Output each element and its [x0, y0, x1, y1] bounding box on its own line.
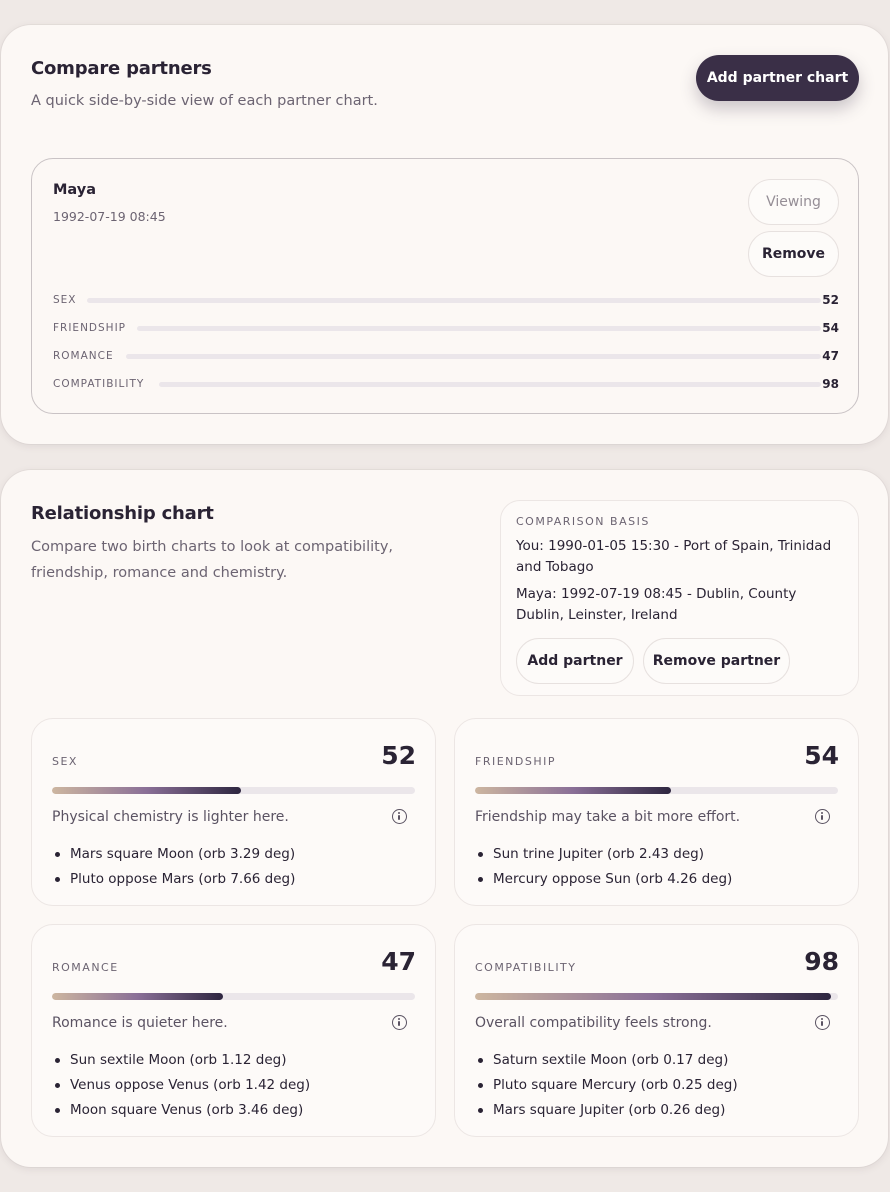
aspect-item: Sun trine Jupiter (orb 2.43 deg) [475, 842, 732, 867]
metric-label: ROMANCE [53, 350, 114, 362]
metric-label: COMPATIBILITY [53, 378, 145, 390]
aspect-item: Mars square Moon (orb 3.29 deg) [52, 842, 295, 867]
score-bar-fill [475, 787, 671, 794]
remove-partner-button[interactable]: Remove partner [643, 638, 790, 684]
add-partner-button[interactable]: Add partner [516, 638, 634, 684]
aspect-item: Saturn sextile Moon (orb 0.17 deg) [475, 1048, 738, 1073]
metric-label: FRIENDSHIP [53, 322, 126, 334]
partner-name: Maya [53, 182, 97, 198]
metric-value: 98 [822, 377, 839, 391]
score-card-friendship [454, 718, 859, 906]
partner-card [31, 158, 859, 414]
basis-heading: COMPARISON BASIS [516, 515, 650, 528]
score-bar-fill [475, 993, 831, 1000]
compare-title: Compare partners [31, 58, 212, 79]
aspect-item: Pluto oppose Mars (orb 7.66 deg) [52, 867, 295, 892]
score-label: FRIENDSHIP [475, 755, 556, 768]
relationship-chart-card [1, 470, 888, 1167]
compare-partners-card [1, 25, 888, 444]
metric-row-romance [53, 348, 839, 364]
remove-button[interactable]: Remove [748, 231, 839, 277]
metric-track [87, 298, 821, 303]
score-bar [52, 993, 415, 1000]
score-label: SEX [52, 755, 78, 768]
score-bar [52, 787, 415, 794]
aspect-item: Mercury oppose Sun (orb 4.26 deg) [475, 867, 732, 892]
info-icon[interactable] [815, 1015, 830, 1030]
basis-you: You: 1990-01-05 15:30 - Port of Spain, Trinidad and Tobago [516, 538, 832, 575]
metric-track [159, 382, 821, 387]
metric-row-friendship [53, 320, 839, 336]
basis-partner: Maya: 1992-07-19 08:45 - Dublin, County Dublin, Leinster, Ireland [516, 586, 797, 623]
score-value: 98 [804, 947, 839, 976]
aspect-item: Sun sextile Moon (orb 1.12 deg) [52, 1048, 310, 1073]
info-icon[interactable] [815, 809, 830, 824]
partner-date: 1992-07-19 08:45 [53, 209, 166, 224]
metric-row-sex [53, 292, 839, 308]
aspect-list [52, 1048, 310, 1123]
score-bar [475, 787, 838, 794]
metric-track [137, 326, 821, 331]
metric-track [126, 354, 821, 359]
metric-label: SEX [53, 294, 77, 306]
score-description: Physical chemistry is lighter here. [52, 809, 289, 825]
score-value: 47 [381, 947, 416, 976]
score-description: Romance is quieter here. [52, 1015, 228, 1031]
score-bar [475, 993, 838, 1000]
aspect-item: Mars square Jupiter (orb 0.26 deg) [475, 1098, 738, 1123]
relationship-subtitle: Compare two birth charts to look at compatibility, friendship, romance and chemistry. [31, 539, 394, 581]
add-partner-chart-button[interactable]: Add partner chart [696, 55, 859, 101]
metric-value: 54 [822, 321, 839, 335]
metric-value: 47 [822, 349, 839, 363]
score-label: COMPATIBILITY [475, 961, 577, 974]
aspect-item: Moon square Venus (orb 3.46 deg) [52, 1098, 310, 1123]
info-icon[interactable] [392, 809, 407, 824]
metric-row-compatibility [53, 376, 839, 392]
aspect-item: Pluto square Mercury (orb 0.25 deg) [475, 1073, 738, 1098]
score-description: Friendship may take a bit more effort. [475, 809, 741, 825]
score-card-sex [31, 718, 436, 906]
aspect-list [475, 1048, 738, 1123]
score-description: Overall compatibility feels strong. [475, 1015, 712, 1031]
viewing-button[interactable]: Viewing [748, 179, 839, 225]
score-label: ROMANCE [52, 961, 119, 974]
metric-value: 52 [822, 293, 839, 307]
score-value: 52 [381, 741, 416, 770]
score-value: 54 [804, 741, 839, 770]
score-card-compatibility [454, 924, 859, 1137]
aspect-list [52, 842, 295, 892]
comparison-basis-panel [500, 500, 859, 696]
score-bar-fill [52, 787, 241, 794]
compare-subtitle: A quick side-by-side view of each partner chart. [31, 93, 378, 109]
info-icon[interactable] [392, 1015, 407, 1030]
score-bar-fill [52, 993, 223, 1000]
aspect-item: Venus oppose Venus (orb 1.42 deg) [52, 1073, 310, 1098]
relationship-title: Relationship chart [31, 503, 214, 524]
score-card-romance [31, 924, 436, 1137]
aspect-list [475, 842, 732, 892]
